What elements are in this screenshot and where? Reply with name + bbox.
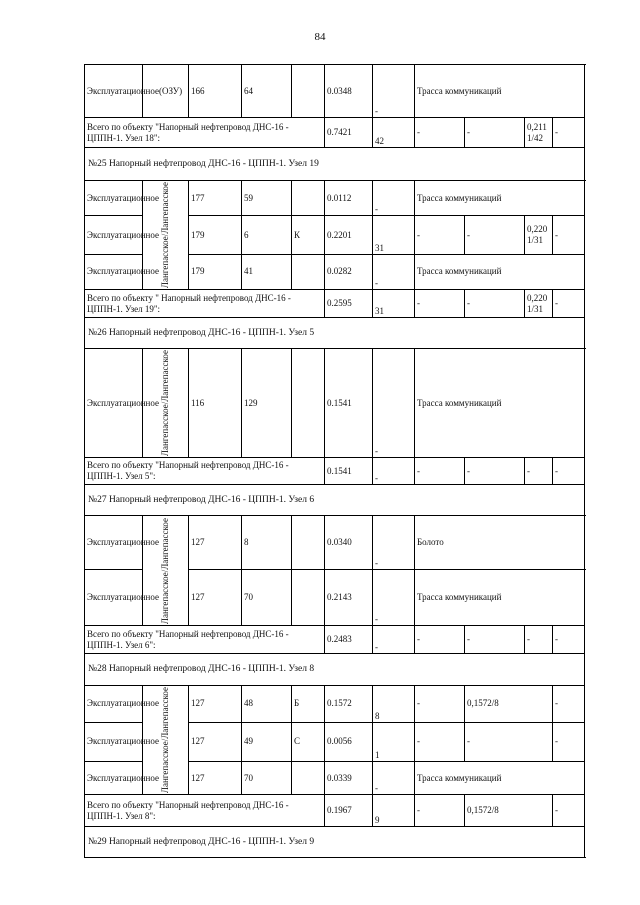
area-cell: 0.0056 [325,722,373,762]
plot-cell: 8 [242,516,292,570]
section-title: №26 Напорный нефтепровод ДНС-16 - ЦППН-1. Узел 5 [85,318,585,349]
quarter-cell: 166 [189,65,242,118]
code-cell [292,254,325,289]
code-cell [292,570,325,626]
total-cell: - [465,290,525,318]
value-cell: 8 [373,686,415,722]
value-cell: - [373,516,415,570]
total-label: Всего по объекту " Напорный нефтепровод ДНС-16 - ЦППН-1. Узел 19": [85,290,325,318]
value-cell: - [415,686,465,722]
purpose-cell: Эксплуатационное [85,349,143,458]
total-value: 9 [373,795,415,827]
quarter-cell: 127 [189,570,242,626]
total-cell: - [553,290,585,318]
total-cell: - [525,458,553,485]
value-cell: - [373,65,415,118]
area-cell: 0.0112 [325,181,373,216]
value-cell: - [373,762,415,795]
total-area: 0.1541 [325,458,373,485]
district-vertical-text: Лангепасское/Лангепасское [160,182,170,289]
note-cell: Болото [415,516,585,570]
plot-cell: 129 [242,349,292,458]
total-row [85,795,585,827]
plot-cell: 70 [242,762,292,795]
plot-cell: 59 [242,181,292,216]
note-cell: Трасса коммуникаций [415,65,585,118]
quarter-cell: 127 [189,516,242,570]
area-cell: 0.2143 [325,570,373,626]
table-row [85,181,585,216]
code-cell [292,349,325,458]
area-cell: 0.2201 [325,216,373,255]
section-row [85,827,585,858]
value-cell: - [465,216,525,255]
note-cell: Трасса коммуникаций [415,349,585,458]
value-cell: - [415,216,465,255]
value-cell: - [553,722,585,762]
quarter-cell: 116 [189,349,242,458]
district-vertical-text: Лангепасское/Лангепасское [160,350,170,457]
value-cell: 31 [373,216,415,255]
total-area: 0.7421 [325,118,373,148]
total-row [85,118,585,148]
district-vertical-text: Лангепасское/Лангепасское [160,687,170,794]
area-cell: 0.0339 [325,762,373,795]
value-cell: 0,1572/8 [465,686,553,722]
area-cell: 0.1541 [325,349,373,458]
section-title: №25 Напорный нефтепровод ДНС-16 - ЦППН-1. Узел 19 [85,148,585,181]
district-vertical-text: Лангепасское/Лангепасское [160,517,170,624]
section-title: №28 Напорный нефтепровод ДНС-16 - ЦППН-1. Узел 8 [85,654,585,686]
total-area: 0.2595 [325,290,373,318]
total-value: 31 [373,290,415,318]
code-cell [292,181,325,216]
purpose-cell: Эксплуатационное [85,762,143,795]
total-cell: - [415,290,465,318]
plot-cell: 64 [242,65,292,118]
plot-cell: 41 [242,254,292,289]
purpose-cell: Эксплуатационное [85,570,143,626]
total-cell: 0,1572/8 [465,795,553,827]
total-value: - [373,458,415,485]
total-value: - [373,626,415,654]
purpose-cell: Эксплуатационное [85,181,143,216]
total-area: 0.1967 [325,795,373,827]
total-row [85,458,585,485]
total-cell: - [465,458,525,485]
quarter-cell: 127 [189,722,242,762]
value-cell: - [373,181,415,216]
total-label: Всего по объекту "Напорный нефтепровод ДНС-16 - ЦППН-1. Узел 5": [85,458,325,485]
total-row [85,290,585,318]
code-cell [292,762,325,795]
table-row [85,349,585,458]
total-cell: - [465,626,525,654]
value-cell: - [553,216,585,255]
value-cell: - [465,722,553,762]
note-cell: Трасса коммуникаций [415,254,585,289]
quarter-cell: 179 [189,254,242,289]
purpose-cell: Эксплуатационное [85,516,143,570]
value-cell: - [373,570,415,626]
total-cell: 0,220 1/31 [525,290,553,318]
total-cell: - [553,626,585,654]
note-cell: Трасса коммуникаций [415,181,585,216]
total-cell: - [415,458,465,485]
section-row [85,654,585,686]
section-row [85,148,585,181]
total-area: 0.2483 [325,626,373,654]
total-value: 42 [373,118,415,148]
district-cell [143,516,189,626]
purpose-cell: Эксплуатационное [85,722,143,762]
table-row [85,686,585,722]
total-label: Всего по объекту "Напорный нефтепровод ДНС-16 - ЦППН-1. Узел 8": [85,795,325,827]
purpose-cell: Эксплуатационное [85,254,143,289]
total-cell: - [415,626,465,654]
quarter-cell: 127 [189,686,242,722]
total-cell: - [553,458,585,485]
plot-cell: 49 [242,722,292,762]
code-cell [292,516,325,570]
plot-cell: 6 [242,216,292,255]
total-cell: 0,211 1/42 [525,118,553,148]
area-cell: 0.1572 [325,686,373,722]
plot-cell: 70 [242,570,292,626]
purpose-cell: Эксплуатационное(ОЗУ) [85,65,143,118]
code-cell: Б [292,686,325,722]
note-cell: Трасса коммуникаций [415,762,585,795]
quarter-cell: 127 [189,762,242,795]
quarter-cell: 179 [189,216,242,255]
area-cell: 0.0282 [325,254,373,289]
code-cell: С [292,722,325,762]
total-cell: - [465,118,525,148]
land-plots-table [84,64,584,858]
note-cell: Трасса коммуникаций [415,570,585,626]
value-cell: - [553,686,585,722]
total-cell: - [415,795,465,827]
section-row [85,485,585,516]
section-title: №27 Напорный нефтепровод ДНС-16 - ЦППН-1. Узел 6 [85,485,585,516]
section-row [85,318,585,349]
total-cell: - [525,626,553,654]
quarter-cell: 177 [189,181,242,216]
total-row [85,626,585,654]
table-row [85,516,585,570]
value-cell: - [373,254,415,289]
value-cell: - [415,722,465,762]
value-cell: 1 [373,722,415,762]
area-cell: 0.0340 [325,516,373,570]
purpose-cell: Эксплуатационное [85,216,143,255]
area-cell: 0.0348 [325,65,373,118]
page-number: 84 [314,31,326,43]
total-cell: - [415,118,465,148]
total-cell: - [553,118,585,148]
total-label: Всего по объекту "Напорный нефтепровод ДНС-16 - ЦППН-1. Узел 6": [85,626,325,654]
value-cell: - [373,349,415,458]
table-row [85,65,585,118]
code-cell: К [292,216,325,255]
code-cell [292,65,325,118]
total-label: Всего по объекту "Напорный нефтепровод ДНС-16 - ЦППН-1. Узел 18": [85,118,325,148]
purpose-cell: Эксплуатационное [85,686,143,722]
value-cell: 0,220 1/31 [525,216,553,255]
plot-cell: 48 [242,686,292,722]
section-title: №29 Напорный нефтепровод ДНС-16 - ЦППН-1. Узел 9 [85,827,585,858]
total-cell: - [553,795,585,827]
